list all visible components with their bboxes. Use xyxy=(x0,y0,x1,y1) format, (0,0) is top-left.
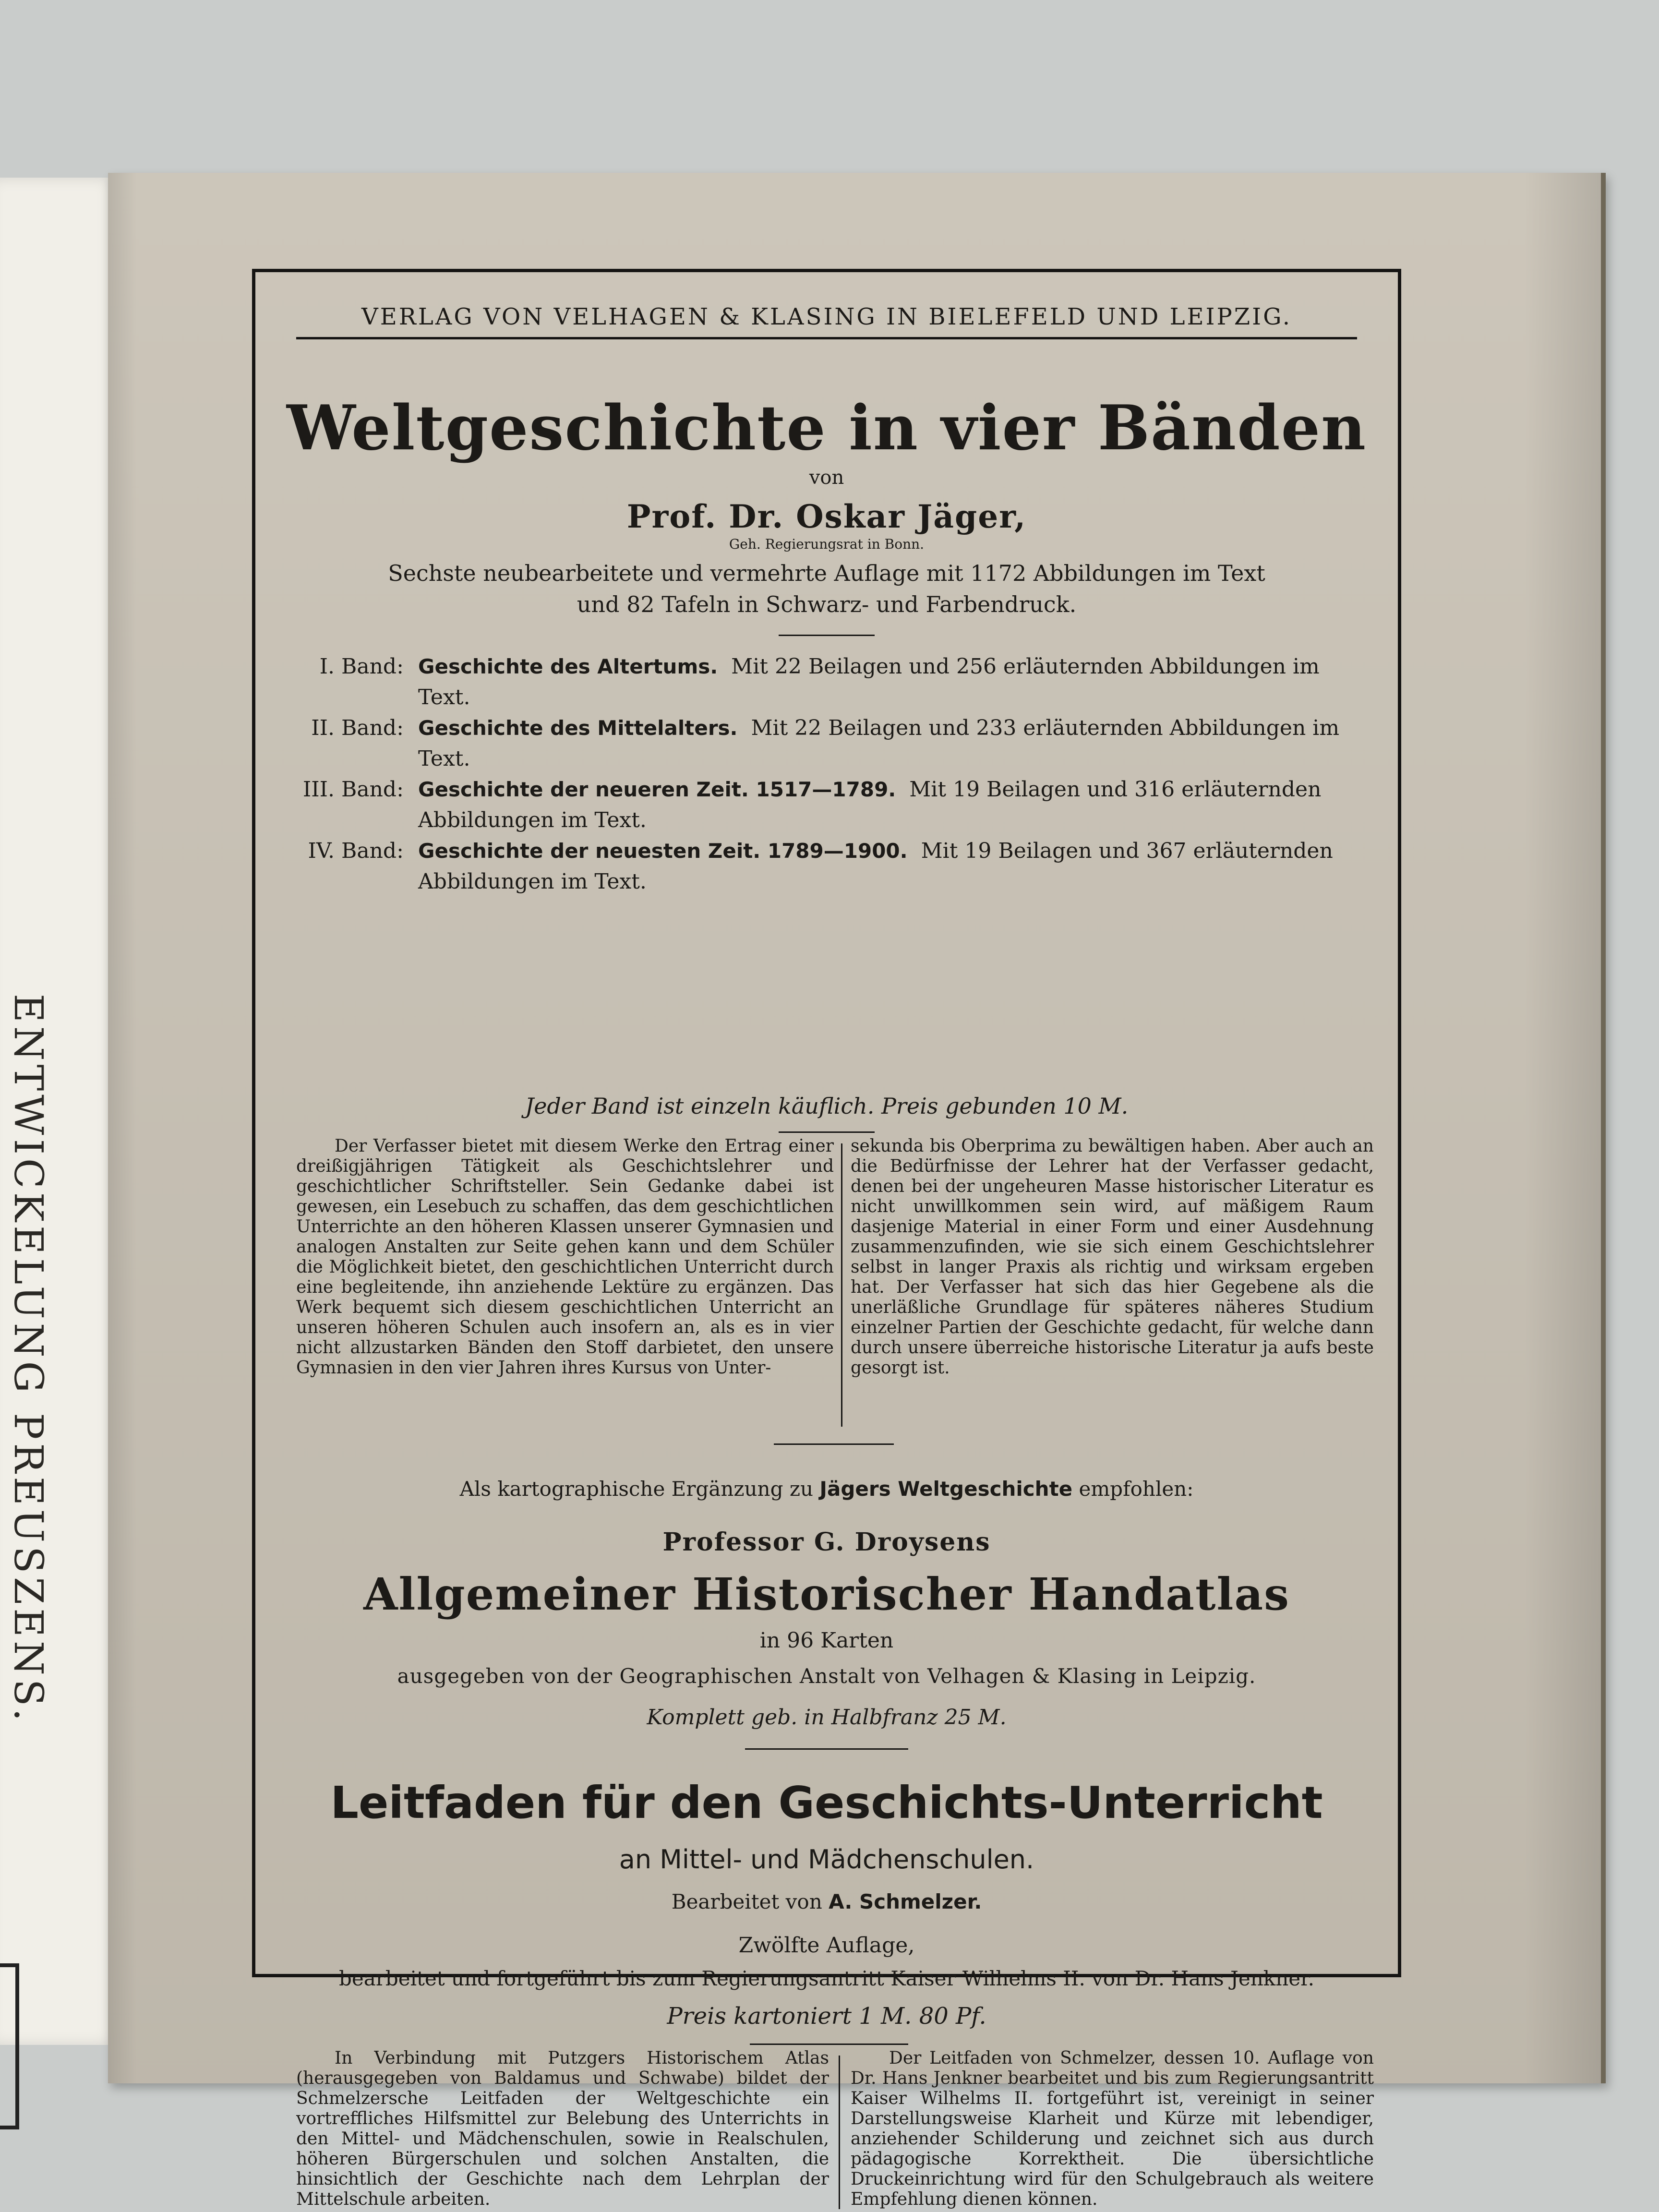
adjacent-page xyxy=(0,178,123,2045)
spine-title: ENTWICKELUNG PREUSZENS. xyxy=(5,994,51,1725)
volume-entry xyxy=(289,836,1374,866)
atlas-price: Komplett geb. in Halbfranz 25 M. xyxy=(647,1705,1007,1730)
column-divider xyxy=(839,2056,840,2209)
work2-edition: Zwölfte Auflage, xyxy=(738,1933,915,1958)
volume-band-label: Band: xyxy=(341,716,404,740)
volume-title: Geschichte des Mittelalters. xyxy=(418,716,738,740)
supplement-bold: Jägers Weltgeschichte xyxy=(819,1477,1073,1501)
short-rule xyxy=(750,2044,908,2045)
header-rule xyxy=(296,337,1357,339)
volume-band-label: Band: xyxy=(341,654,404,679)
work2-description-left xyxy=(296,2048,829,2210)
volume-description: Mit 22 Beilagen und 233 erläuternden Abbildungen im Text. xyxy=(418,716,1340,771)
volume-continuation: Abbildungen im Text. xyxy=(418,808,647,832)
volume-description: Mit 19 Beilagen und 316 erläuternden xyxy=(909,777,1322,802)
spine-ornament-frame xyxy=(0,1963,19,2129)
volume-entry xyxy=(289,651,1374,713)
publisher-line: VERLAG VON VELHAGEN & KLASING IN BIELEFELD UND LEIPZIG. xyxy=(361,303,1292,330)
advertisement-frame xyxy=(252,269,1401,2209)
short-rule xyxy=(745,1748,908,1750)
atlas-maps: in 96 Karten xyxy=(759,1628,894,1653)
supplement-post: empfohlen: xyxy=(1079,1477,1194,1501)
work1-edition-line2: und 82 Tafeln in Schwarz- und Farbendruck. xyxy=(577,591,1077,617)
supplement-recommendation xyxy=(255,1477,1398,1501)
work2-description-right xyxy=(851,2048,1374,2210)
column-divider xyxy=(841,1143,842,1427)
supplement-pre: Als kartographische Ergänzung zu xyxy=(459,1477,814,1501)
work1-description-left xyxy=(296,1136,834,1378)
volume-title: Geschichte der neuesten Zeit. 1789—1900. xyxy=(418,839,908,863)
work1-von: von xyxy=(809,467,844,489)
short-rule xyxy=(779,1131,875,1133)
volume-band-label: Band: xyxy=(341,777,404,802)
work1-author-title: Geh. Regierungsrat in Bonn. xyxy=(729,536,925,552)
description-paragraph: sekunda bis Oberprima zu bewältigen haben. Aber auch an die Bedürfnisse der Lehrer hat der Verfasser gedacht, denen bei der ungeheuren Masse historischer Literatur es nicht unwillkommen sein wird, auf mäßigem Raum dasjenige Material in einer Form und einer Ausdehnung zusammenzufinden, wie sie sich einem Geschichtslehrer selbst in langer Praxis als richtig und wirksam ergeben hat. Der Verfasser hat sich das hier Gegebene als die unerläßliche Grundlage für späteres näheres Studium einzelner Partien der Geschichte gedacht, für welche dann durch unsere überreiche historische Literatur ja aufs beste gesorgt ist. xyxy=(851,1136,1374,1378)
volume-number: I. xyxy=(319,654,335,679)
work1-edition-line1: Sechste neubearbeitete und vermehrte Auflage mit 1172 Abbildungen im Text xyxy=(388,560,1265,586)
work2-continued: bearbeitet und fortgeführt bis zum Regierungsantritt Kaiser Wilhelms II. von Dr. Hans Jenkner. xyxy=(339,1967,1314,1990)
volume-list xyxy=(289,651,1374,897)
volume-title: Geschichte der neueren Zeit. 1517—1789. xyxy=(418,778,896,801)
volume-description: Mit 19 Beilagen und 367 erläuternden xyxy=(921,839,1333,863)
description-paragraph: In Verbindung mit Putzgers Historischem Atlas (herausgegeben von Baldamus und Schwabe) bildet der Schmelzersche Leitfaden der Weltgeschichte ein vortreffliches Hilfsmittel zur Belebung des Unterrichts in den Mittel- und Mädchenschulen, sowie in Realschulen, höheren Bürgerschulen und solchen Anstalten, die hinsichtlich der Geschichte nach dem Lehrplan der Mittelschule arbeiten. xyxy=(296,2048,829,2209)
volume-number: IV. xyxy=(308,839,335,863)
volume-entry xyxy=(289,774,1374,805)
work1-title: Weltgeschichte in vier Bänden xyxy=(286,392,1367,464)
short-rule xyxy=(779,635,875,636)
volume-continuation: Abbildungen im Text. xyxy=(418,869,647,894)
work2-title: Leitfaden für den Geschichts-Unterricht xyxy=(330,1777,1323,1828)
atlas-publisher: ausgegeben von der Geographischen Anstalt von Velhagen & Klasing in Leipzig. xyxy=(397,1664,1256,1688)
short-rule xyxy=(774,1443,894,1445)
atlas-author: Professor G. Droysens xyxy=(662,1527,991,1557)
work2-editor-name: A. Schmelzer. xyxy=(829,1890,982,1913)
work1-author: Prof. Dr. Oskar Jäger, xyxy=(626,498,1027,535)
work2-editor-pre: Bearbeitet von xyxy=(671,1890,822,1913)
work2-editor xyxy=(255,1890,1398,1913)
work1-description-right xyxy=(851,1136,1374,1378)
volume-number: III. xyxy=(302,777,335,802)
volume-description: Mit 22 Beilagen und 256 erläuternden Abbildungen im Text. xyxy=(418,654,1320,709)
description-paragraph: Der Leitfaden von Schmelzer, dessen 10. Auflage von Dr. Hans Jenkner bearbeitet und bis zum Regierungsantritt Kaiser Wilhelms II. fortgeführt ist, vereinigt in seiner Darstellungsweise Klarheit und Kürze mit lebendiger, anziehender Schilderung und zeichnet sich aus durch pädagogische Korrektheit. Die übersichtliche Druckeinrichtung wird für den Schulgebrauch als weitere Empfehlung dienen können. xyxy=(851,2048,1374,2209)
work2-price: Preis kartoniert 1 M. 80 Pf. xyxy=(667,2003,986,2030)
work2-subtitle: an Mittel- und Mädchenschulen. xyxy=(619,1844,1034,1875)
atlas-title: Allgemeiner Historischer Handatlas xyxy=(363,1568,1290,1620)
volume-title: Geschichte des Altertums. xyxy=(418,655,718,678)
volume-number: II. xyxy=(311,716,335,740)
work1-price-note: Jeder Band ist einzeln käuflich. Preis gebunden 10 M. xyxy=(525,1093,1129,1119)
volume-band-label: Band: xyxy=(341,839,404,863)
description-paragraph: Der Verfasser bietet mit diesem Werke den Ertrag einer dreißigjährigen Tätigkeit als Geschichtslehrer und geschichtlicher Schriftsteller. Sein Gedanke dabei ist gewesen, ein Lesebuch zu schaffen, das dem geschichtlichen Unterrichte an den höheren Klassen unserer Gymnasien und analogen Anstalten zur Seite gehen kann und dem Schüler die Möglichkeit bietet, den geschichtlichen Unterricht durch eine begleitende, ihn anziehende Lektüre zu ergänzen. Das Werk bequemt sich diesem geschichtlichen Unterricht an unseren höheren Schulen auch insofern an, als es in vier nicht allzustarken Bänden den Stoff darbietet, den unsere Gymnasien in den vier Jahren ihres Kursus von Unter- xyxy=(296,1136,834,1378)
volume-entry xyxy=(289,713,1374,774)
